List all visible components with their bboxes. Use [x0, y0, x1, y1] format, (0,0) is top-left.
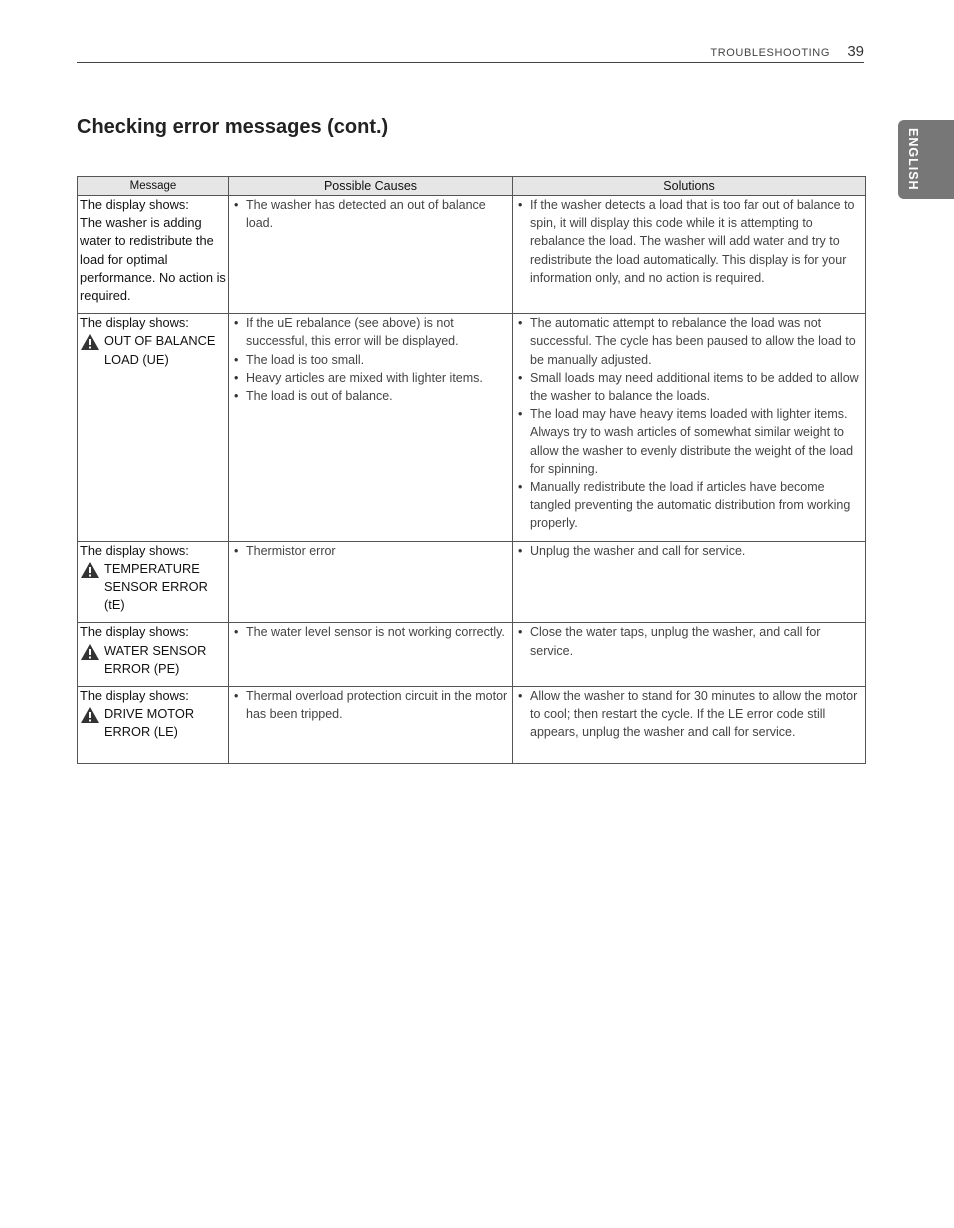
list-item: • Allow the washer to stand for 30 minutes to allow the motor to cool; then restart the cycle. If the LE error code still appears, unplug the washer and call for service.	[515, 687, 863, 742]
message-lead: The display shows:	[80, 315, 189, 331]
warning-triangle-icon	[80, 643, 100, 661]
message-text: The washer is adding water to redistribute the load for optimal performance. No action is required.	[80, 215, 226, 304]
message-lead: The display shows:	[80, 688, 189, 704]
language-tab	[898, 120, 954, 199]
solutions-cell	[513, 196, 866, 314]
list-item: • Manually redistribute the load if articles have become tangled preventing the automatic distribution from working properly.	[515, 478, 863, 533]
error-code	[80, 705, 226, 741]
error-code-text: WATER SENSOR ERROR (PE)	[104, 642, 207, 676]
list-item: • The water level sensor is not working correctly.	[231, 623, 510, 641]
message-lead: The display shows:	[80, 197, 189, 212]
message-cell	[78, 541, 229, 623]
causes-list	[231, 623, 510, 641]
causes-list	[231, 542, 510, 560]
error-code-text: OUT OF BALANCE LOAD (UE)	[104, 333, 216, 367]
solutions-cell	[513, 623, 866, 687]
list-item: • Close the water taps, unplug the washer, and call for service.	[515, 623, 863, 659]
message-lead: The display shows:	[80, 624, 189, 640]
causes-cell	[229, 196, 513, 314]
solutions-list	[515, 542, 863, 560]
list-item: • Heavy articles are mixed with lighter items.	[231, 369, 510, 387]
solutions-list	[515, 196, 863, 287]
language-tab-label: ENGLISH	[906, 128, 920, 191]
solutions-cell	[513, 687, 866, 764]
list-item: • The load is out of balance.	[231, 387, 510, 405]
list-item: • Thermistor error	[231, 542, 510, 560]
solutions-list	[515, 623, 863, 659]
error-code-text: DRIVE MOTOR ERROR (LE)	[104, 706, 195, 740]
solutions-cell	[513, 314, 866, 541]
causes-cell	[229, 623, 513, 687]
warning-triangle-icon	[80, 561, 100, 579]
list-item: • The automatic attempt to rebalance the load was not successful. The cycle has been paused to allow the load to be manually adjusted.	[515, 314, 863, 369]
table-row	[78, 196, 866, 314]
list-item: • If the uE rebalance (see above) is not successful, this error will be displayed.	[231, 314, 510, 350]
error-code	[80, 642, 226, 678]
table-row	[78, 687, 866, 764]
message-cell	[78, 687, 229, 764]
causes-list	[231, 687, 510, 723]
message-lead: The display shows:	[80, 542, 189, 558]
causes-list	[231, 314, 510, 405]
header-solutions: Solutions	[513, 177, 866, 196]
list-item: • Unplug the washer and call for service.	[515, 542, 863, 560]
causes-list	[231, 196, 510, 232]
error-code	[80, 560, 226, 615]
table-header-row	[78, 177, 866, 196]
message-cell	[78, 623, 229, 687]
error-code	[80, 332, 226, 368]
list-item: • If the washer detects a load that is too far out of balance to spin, it will display this code while it is attempting to rebalance the load. The washer will add water and try to redistribute the load automatically. This display is for your information only, and no action is required.	[515, 196, 863, 287]
table-row	[78, 623, 866, 687]
list-item: • Small loads may need additional items to be added to allow the washer to balance the loads.	[515, 369, 863, 405]
error-code-text: TEMPERATURE SENSOR ERROR (tE)	[104, 560, 208, 613]
warning-triangle-icon	[80, 706, 100, 724]
page-number: 39	[847, 43, 864, 60]
warning-triangle-icon	[80, 333, 100, 351]
list-item: • The load is too small.	[231, 351, 510, 369]
list-item: • Thermal overload protection circuit in the motor has been tripped.	[231, 687, 510, 723]
table-row	[78, 541, 866, 623]
header-message: Message	[78, 177, 229, 196]
message-cell	[78, 196, 229, 314]
list-item: • The load may have heavy items loaded with lighter items. Always try to wash articles of somewhat similar weight to allow the washer to evenly distribute the weight of the load for spinning.	[515, 405, 863, 478]
message-cell	[78, 314, 229, 541]
header-causes: Possible Causes	[229, 177, 513, 196]
solutions-list	[515, 687, 863, 742]
error-messages-table	[77, 176, 866, 764]
causes-cell	[229, 687, 513, 764]
page-header	[77, 40, 864, 63]
causes-cell	[229, 314, 513, 541]
causes-cell	[229, 541, 513, 623]
table-row	[78, 314, 866, 541]
list-item: • The washer has detected an out of balance load.	[231, 196, 510, 232]
section-name: TROUBLESHOOTING	[710, 47, 830, 59]
solutions-list	[515, 314, 863, 532]
solutions-cell	[513, 541, 866, 623]
page-title: Checking error messages (cont.)	[77, 116, 389, 138]
